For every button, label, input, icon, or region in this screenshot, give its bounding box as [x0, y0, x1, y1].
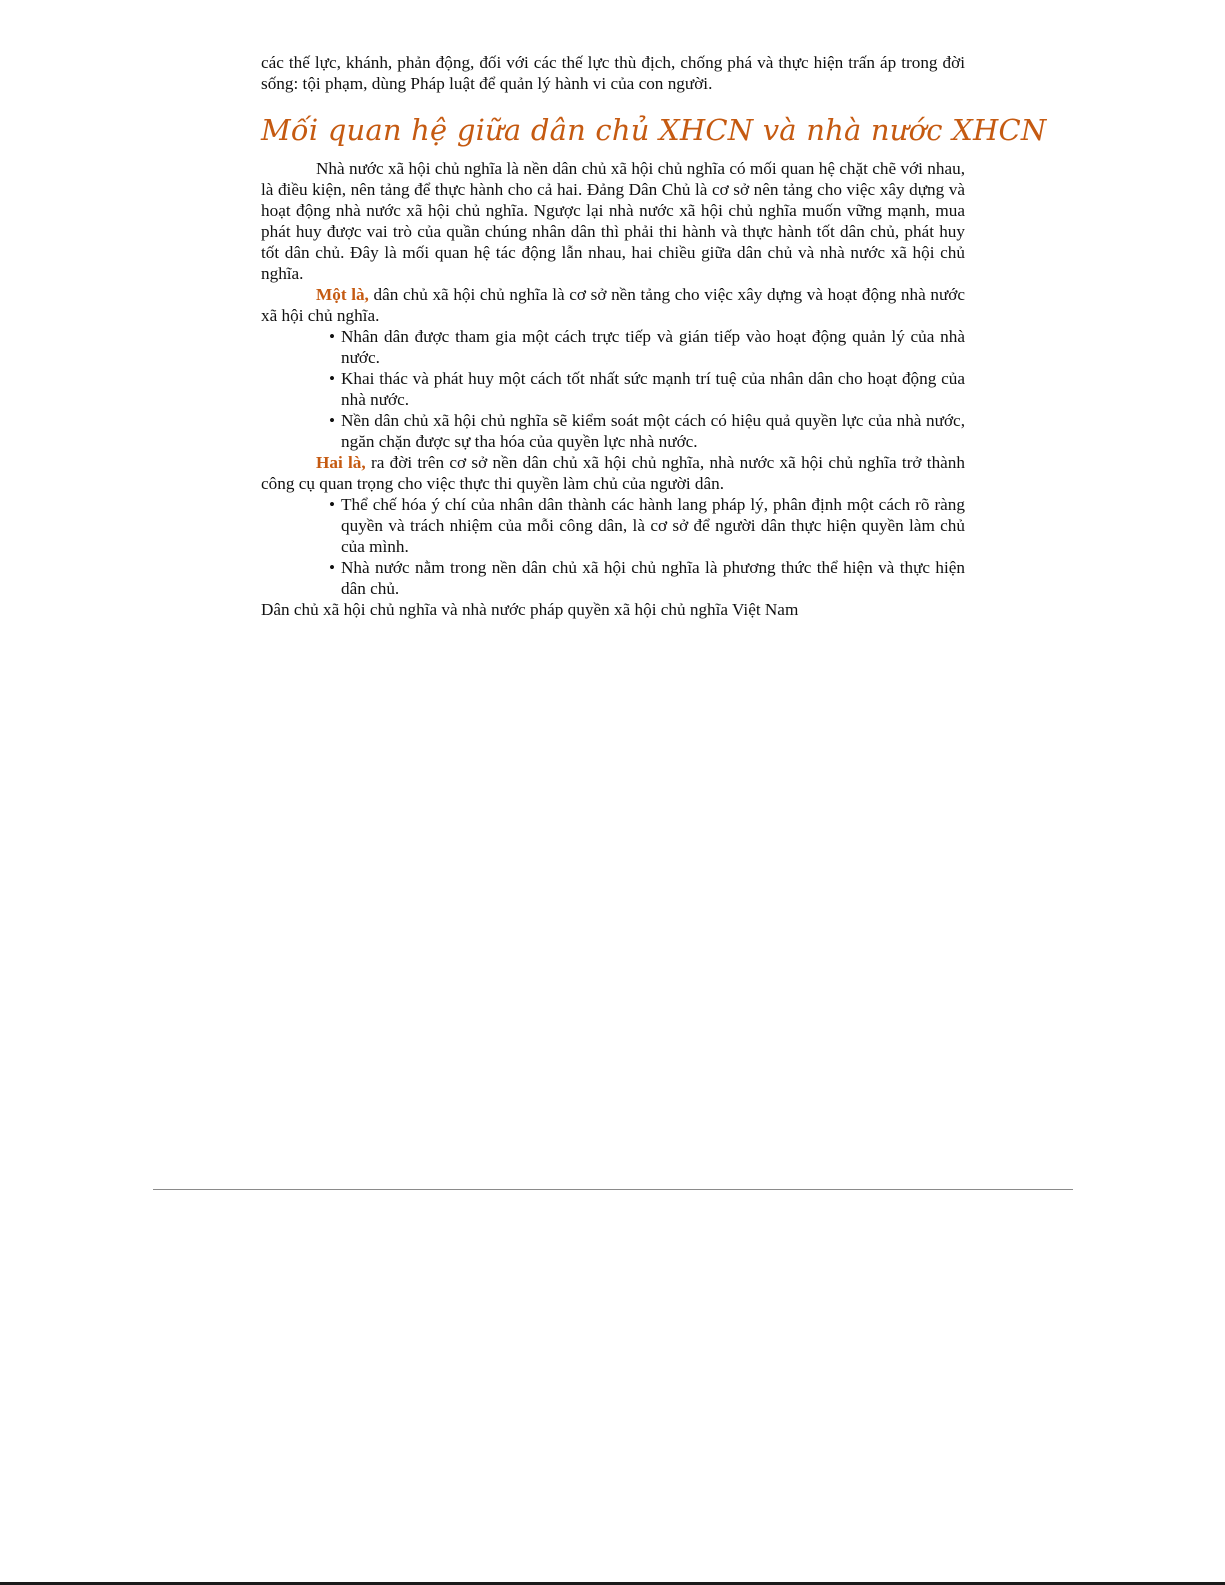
- document-body: [261, 52, 1047, 620]
- bullet-icon: •: [329, 369, 336, 388]
- point-one-bullet-list: [261, 326, 965, 452]
- point-one-lead: Một là,: [316, 285, 369, 304]
- bullet-text: Khai thác và phát huy một cách tốt nhất sức mạnh trí tuệ của nhân dân cho hoạt động của nhà nước.: [341, 369, 965, 409]
- list-item: [316, 557, 965, 599]
- intro-paragraph: các thế lực, khánh, phản động, đối với các thế lực thù địch, chống phá và thực hiện trấn áp trong đời sống: tội phạm, dùng Pháp luật để quản lý hành vi của con người.: [261, 53, 965, 93]
- main-paragraph: Nhà nước xã hội chủ nghĩa là nền dân chủ xã hội chủ nghĩa có mối quan hệ chặt chẽ với nhau, là điều kiện, nên tảng để thực hành cho cả hai. Đảng Dân Chủ là cơ sở nên tảng cho việc xây dựng và hoạt động nhà nước xã hội chủ nghĩa. Ngược lại nhà nước xã hội chủ nghĩa muốn vững mạnh, mua phát huy được vai trò của quần chúng nhân dân thì phải thi hành và thực hành tốt dân chủ, phát huy tốt dân chủ. Đây là mối quan hệ tác động lẫn nhau, hai chiều giữa dân chủ và nhà nước xã hội chủ nghĩa.: [261, 159, 965, 283]
- bullet-icon: •: [329, 327, 336, 346]
- list-item: [316, 326, 965, 368]
- point-two-text: ra đời trên cơ sở nền dân chủ xã hội chủ nghĩa, nhà nước xã hội chủ nghĩa trở thành công cụ quan trọng cho việc thực thi quyền làm chủ của người dân.: [261, 453, 965, 493]
- list-item: [316, 410, 965, 452]
- list-item: [316, 368, 965, 410]
- bullet-icon: •: [329, 558, 336, 577]
- point-two-lead: Hai là,: [316, 453, 366, 472]
- point-two-paragraph: [261, 452, 965, 494]
- bullet-text: Thể chế hóa ý chí của nhân dân thành các hành lang pháp lý, phân định một cách rõ ràng quyền và trách nhiệm của mỗi công dân, là cơ sở để người dân thực hiện quyền làm chủ của mình.: [341, 495, 965, 556]
- point-one-text: dân chủ xã hội chủ nghĩa là cơ sở nền tảng cho việc xây dựng và hoạt động nhà nước xã hội chủ nghĩa.: [261, 285, 965, 325]
- point-two-bullet-list: [261, 494, 965, 599]
- bullet-icon: •: [329, 495, 336, 514]
- bullet-text: Nhân dân được tham gia một cách trực tiếp và gián tiếp vào hoạt động quản lý của nhà nước.: [341, 327, 965, 367]
- trailing-line: Dân chủ xã hội chủ nghĩa và nhà nước pháp quyền xã hội chủ nghĩa Việt Nam: [261, 600, 799, 619]
- point-one-paragraph: [261, 284, 965, 326]
- page-divider: [153, 1189, 1073, 1190]
- bullet-icon: •: [329, 411, 336, 430]
- bullet-text: Nền dân chủ xã hội chủ nghĩa sẽ kiểm soát một cách có hiệu quả quyền lực của nhà nước, ngăn chặn được sự tha hóa của quyền lực nhà nước.: [341, 411, 965, 451]
- bullet-text: Nhà nước nằm trong nền dân chủ xã hội chủ nghĩa là phương thức thể hiện và thực hiện dân chủ.: [341, 558, 965, 598]
- list-item: [316, 494, 965, 557]
- section-heading: Mối quan hệ giữa dân chủ XHCN và nhà nước XHCN: [261, 113, 1047, 147]
